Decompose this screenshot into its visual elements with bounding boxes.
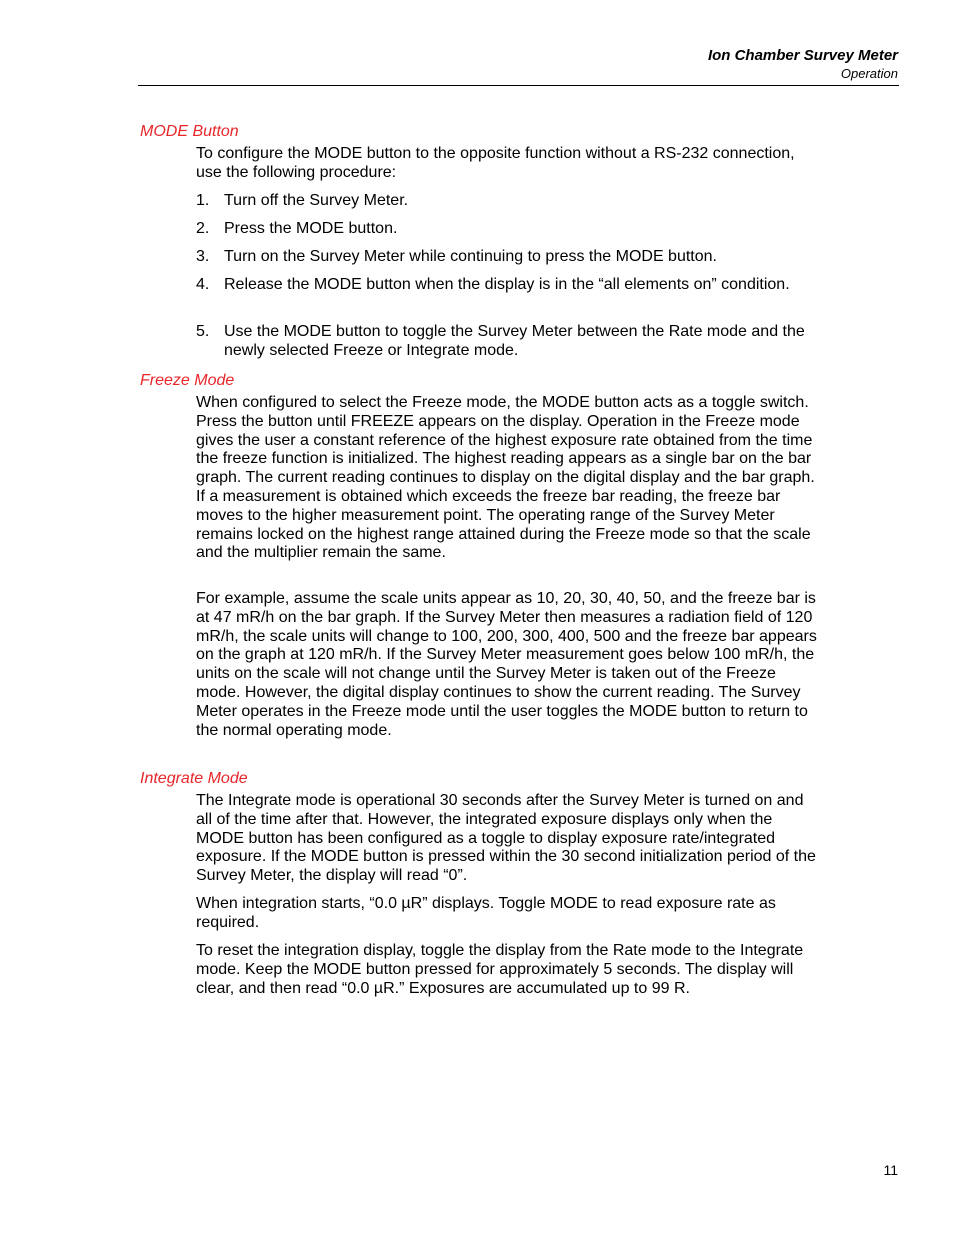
- step-text: Press the MODE button.: [224, 220, 398, 237]
- step-number: 3.: [196, 248, 210, 265]
- chapter-name: Operation: [840, 66, 898, 81]
- step-text: Use the MODE button to toggle the Survey Meter between the Rate mode and the newly selected Freeze or Integrate mode.: [224, 323, 805, 359]
- procedure-step: [196, 220, 816, 239]
- step-number: 5.: [196, 323, 210, 340]
- step-number: 2.: [196, 220, 210, 237]
- integrate-mode-heading: Integrate Mode: [140, 770, 248, 787]
- document-title: Ion Chamber Survey Meter: [707, 47, 898, 64]
- page-number: 11: [883, 1162, 898, 1178]
- freeze-mode-paragraph: When configured to select the Freeze mode, the MODE button acts as a toggle switch. Press the button until FREEZE appears on the display. Operation in the Freeze mode gives the user a constant reference of the highest exposure rate obtained from the time the freeze function is initialized. The highest reading appears as a single bar on the bar graph. The current reading continues to display on the digital display and the bar graph. If a measurement is obtained which exceeds the freeze bar reading, the freeze bar moves to the higher measurement point. The operating range of the Survey Meter remains locked on the highest range attained during the Freeze mode so that the scale and the multiplier remain the same.: [196, 394, 815, 562]
- integration-reset-paragraph: To reset the integration display, toggle the display from the Rate mode to the Integrate mode. Keep the MODE button pressed for approximately 5 seconds. The display will clear, and then read “0.0 µR.” Exposures are accumulated up to 99 R.: [196, 942, 804, 997]
- running-header: [708, 46, 898, 83]
- integrate-mode-paragraph: The Integrate mode is operational 30 seconds after the Survey Meter is turned on and all of the time after that. However, the integrated exposure displays only when the MODE button has been configured as a toggle to display exposure rate/integrated exposure. If the MODE button is pressed within the 30 second initialization period of the Survey Meter, the display will read “0”.: [196, 792, 816, 885]
- header-divider: [138, 85, 899, 86]
- procedure-step: [196, 276, 816, 295]
- step-text: Turn off the Survey Meter.: [224, 192, 409, 209]
- freeze-mode-example-paragraph: For example, assume the scale units appear as 10, 20, 30, 40, 50, and the freeze bar is at 47 mR/h on the bar graph. If the Survey Meter then measures a radiation field of 120 mR/h, the scale units will change to 100, 200, 300, 400, 500 and the freeze bar appears on the graph at 120 mR/h. If the Survey Meter measurement goes below 100 mR/h, the units on the scale will not change until the Survey Meter is taken out of the Freeze mode. However, the digital display continues to show the current reading. The Survey Meter operates in the Freeze mode until the user toggles the MODE button to return to the normal operating mode.: [196, 590, 817, 739]
- mode-button-heading: MODE Button: [140, 123, 239, 140]
- step-number: 4.: [196, 276, 210, 293]
- step-number: 1.: [196, 192, 210, 209]
- step-text: Release the MODE button when the display is in the “all elements on” condition.: [224, 276, 790, 293]
- procedure-step: [196, 323, 816, 361]
- mode-button-intro: To configure the MODE button to the opposite function without a RS-232 connection, use the following procedure:: [196, 145, 795, 181]
- step-text: Turn on the Survey Meter while continuing to press the MODE button.: [224, 248, 717, 265]
- freeze-mode-heading: Freeze Mode: [140, 372, 235, 389]
- procedure-step: [196, 192, 816, 211]
- integration-start-paragraph: When integration starts, “0.0 µR” displays. Toggle MODE to read exposure rate as required.: [196, 895, 776, 931]
- procedure-step: [196, 248, 816, 267]
